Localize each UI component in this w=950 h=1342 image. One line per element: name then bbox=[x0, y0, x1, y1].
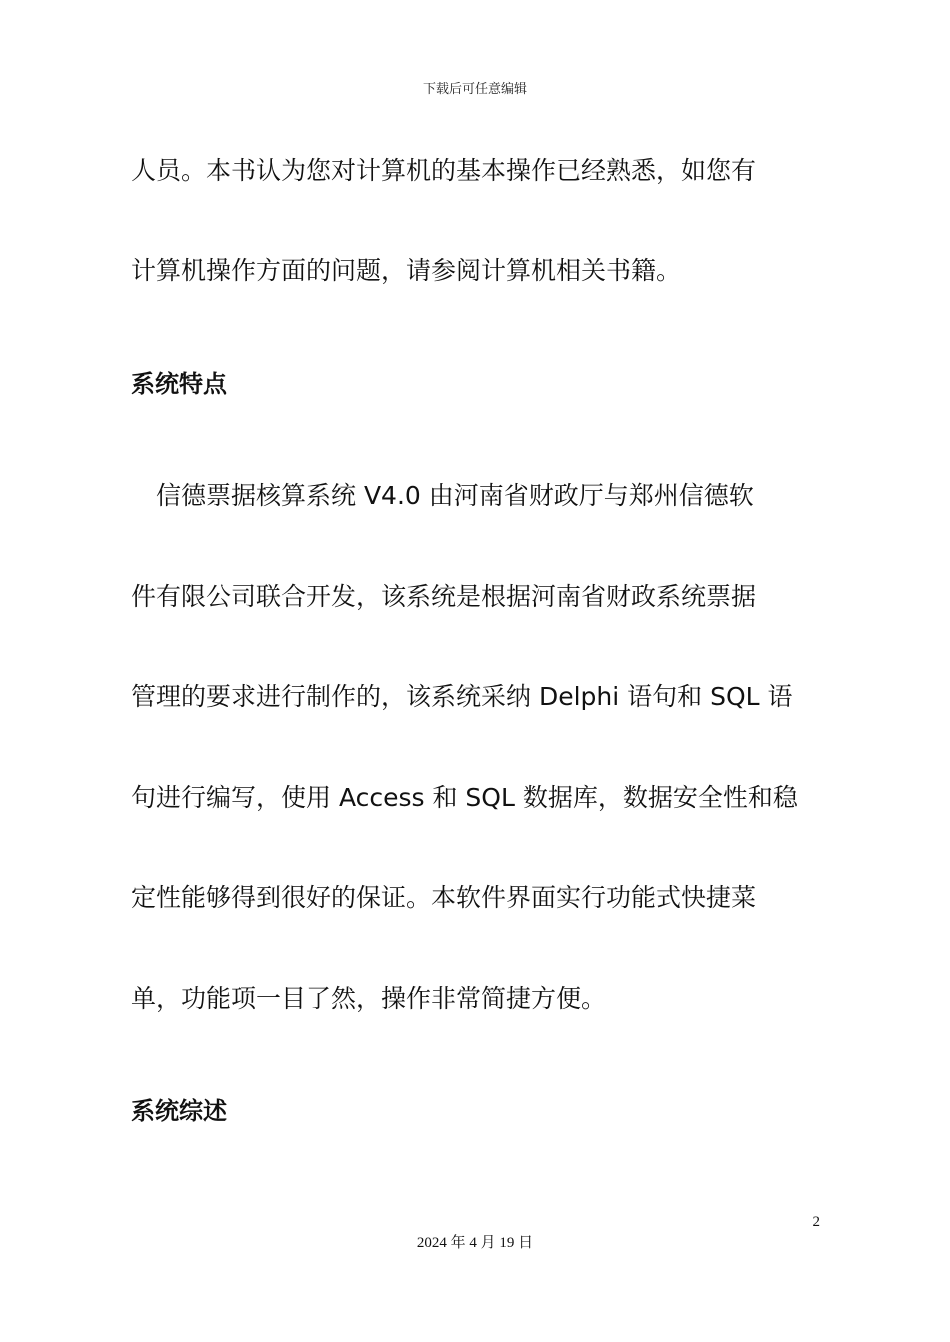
features-line-6: 单，功能项一目了然，操作非常简捷方便。 bbox=[131, 984, 607, 1013]
page-number: 2 bbox=[812, 1214, 820, 1230]
features-line-3: 管理的要求进行制作的，该系统采纳 Delphi 语句和 SQL 语 bbox=[131, 682, 793, 711]
section-heading-features: 系统特点 bbox=[131, 370, 227, 398]
features-line-4: 句进行编写，使用 Access 和 SQL 数据库，数据安全性和稳 bbox=[131, 783, 798, 812]
section-heading-overview: 系统综述 bbox=[131, 1097, 227, 1125]
intro-line-2: 计算机操作方面的问题，请参阅计算机相关书籍。 bbox=[131, 256, 682, 285]
intro-line-1: 人员。本书认为您对计算机的基本操作已经熟悉，如您有 bbox=[131, 156, 757, 185]
features-line-1: 信德票据核算系统 V4.0 由河南省财政厅与郑州信德软 bbox=[131, 481, 754, 510]
page-header: 下载后可任意编辑 bbox=[422, 82, 527, 97]
features-line-2: 件有限公司联合开发，该系统是根据河南省财政系统票据 bbox=[131, 582, 757, 611]
features-line-5: 定性能够得到很好的保证。本软件界面实行功能式快捷菜 bbox=[131, 883, 757, 912]
page-footer-date: 2024 年 4 月 19 日 bbox=[416, 1235, 534, 1251]
